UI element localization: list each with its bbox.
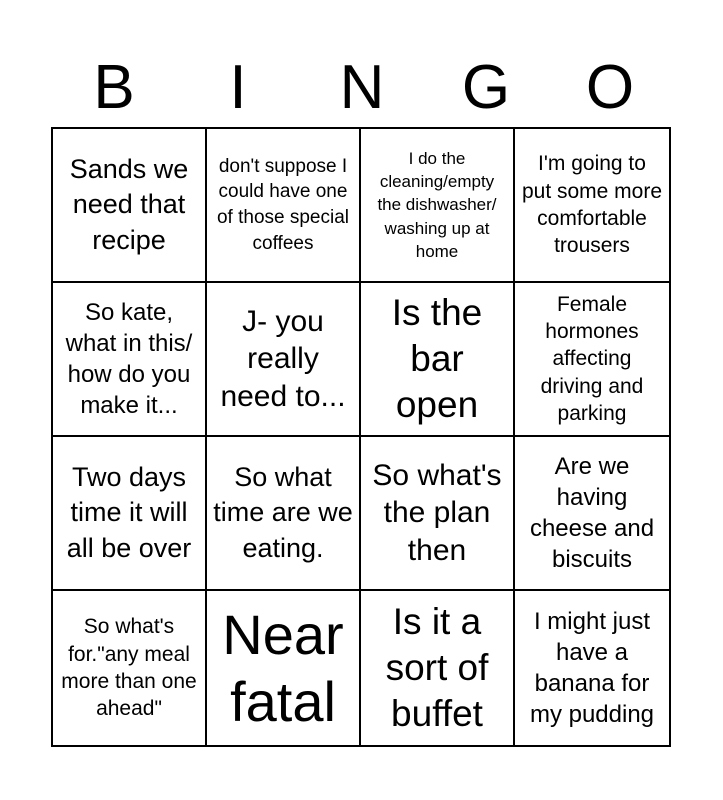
bingo-cell[interactable] (53, 591, 207, 745)
cell-text: Are we having cheese and biscuits (529, 452, 655, 574)
bingo-cell[interactable] (361, 129, 515, 283)
cell-text: Is it a sort of buffet (385, 600, 489, 735)
cell-text: So kate, what in this/ how do you make it... (65, 298, 193, 420)
bingo-cell[interactable] (515, 129, 669, 283)
header-letter-g: G (461, 53, 511, 122)
header-letter-b: B (93, 53, 135, 122)
bingo-cell[interactable] (207, 437, 361, 591)
cell-text: don't suppose I could have one of those special coffees (216, 155, 350, 254)
cell-text: Is the bar open (391, 291, 483, 426)
bingo-cell[interactable] (361, 591, 515, 745)
header-letter-o: O (585, 53, 635, 122)
cell-text: I do the cleaning/empty the dishwasher/ washing up at home (377, 148, 497, 261)
cell-text: So what time are we eating. (213, 462, 353, 563)
bingo-cell[interactable] (207, 591, 361, 745)
bingo-cell[interactable] (515, 591, 669, 745)
bingo-cell[interactable] (53, 283, 207, 437)
bingo-header (52, 52, 672, 124)
cell-text: So what's for."any meal more than one ahead" (61, 615, 197, 721)
cell-text: Female hormones affecting driving and parking (540, 292, 644, 425)
cell-text: Near fatal (222, 602, 344, 733)
bingo-cell[interactable] (53, 129, 207, 283)
cell-text: Sands we need that recipe (69, 154, 189, 255)
cell-text: I'm going to put some more comfortable trousers (521, 152, 663, 258)
bingo-cell[interactable] (515, 283, 669, 437)
bingo-cell[interactable] (207, 283, 361, 437)
bingo-cell[interactable] (53, 437, 207, 591)
header-letter-n: N (339, 53, 385, 122)
cell-text: J- you really need to... (220, 304, 346, 413)
bingo-cell[interactable] (361, 437, 515, 591)
cell-text: So what's the plan then (372, 458, 502, 567)
header-letter-i: I (229, 53, 247, 122)
bingo-cell[interactable] (361, 283, 515, 437)
cell-text: I might just have a banana for my pudding (529, 607, 655, 729)
bingo-card-grid (51, 127, 671, 747)
bingo-cell[interactable] (207, 129, 361, 283)
cell-text: Two days time it will all be over (66, 462, 192, 563)
bingo-cell[interactable] (515, 437, 669, 591)
